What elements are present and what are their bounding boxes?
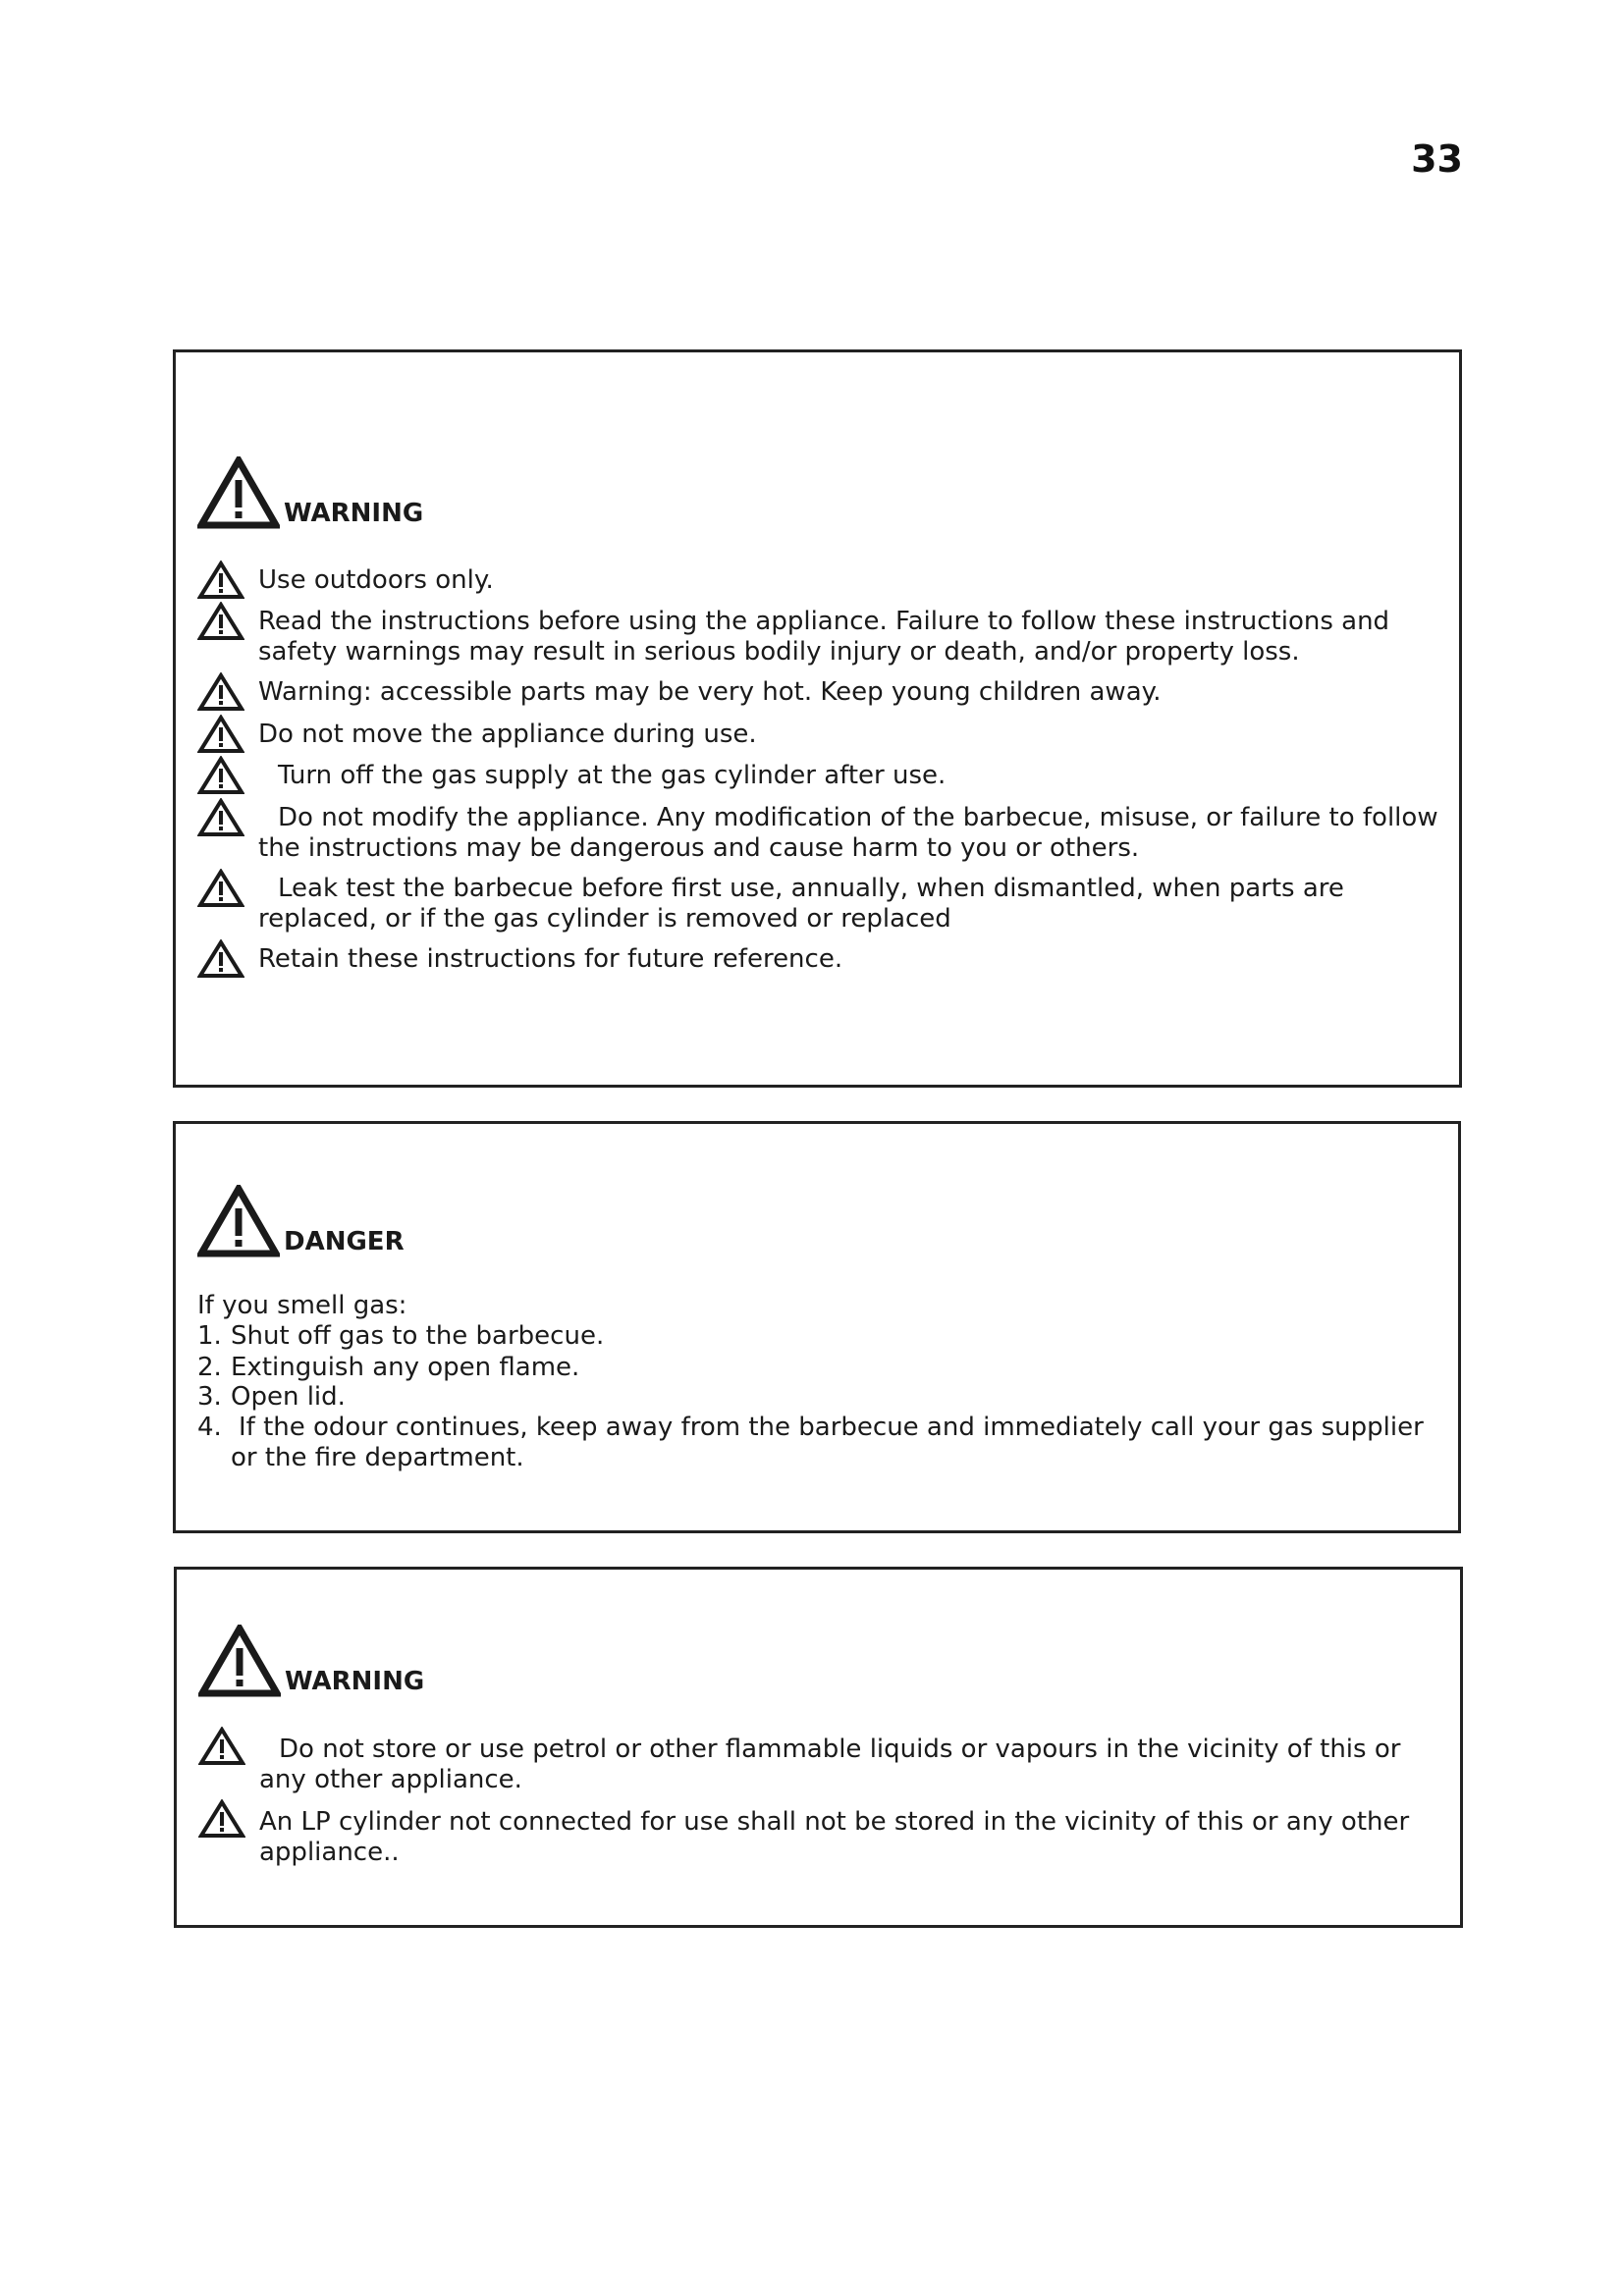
danger-step: [197, 1353, 1438, 1383]
warning-item: [197, 869, 1447, 934]
danger-heading-text: DANGER: [284, 1227, 405, 1256]
warning-item: [198, 1799, 1448, 1868]
warning-triangle-icon: [197, 1185, 280, 1257]
warning-item: [197, 602, 1447, 667]
warning-item-text: Do not store or use petrol or other flammable liquids or vapours in the vicinity of this or any other appliance.: [259, 1735, 1401, 1794]
warning-item: [197, 561, 1447, 596]
danger-step: [197, 1413, 1438, 1473]
step-text: Open lid.: [231, 1382, 346, 1412]
warning-heading: [198, 1625, 424, 1697]
warning-item-text: Retain these instructions for future reference.: [258, 944, 843, 974]
step-text: If the odour continues, keep away from the barbecue and immediately call your gas supplier or the fire department.: [231, 1413, 1424, 1472]
warning-item-text: Do not move the appliance during use.: [258, 720, 757, 749]
warning-triangle-icon: [198, 1799, 245, 1839]
warning-heading-text: WARNING: [284, 499, 424, 528]
step-text: Shut off gas to the barbecue.: [231, 1321, 605, 1351]
warning-triangle-icon: [198, 1625, 281, 1697]
page-number: 33: [1411, 137, 1463, 181]
step-number: 1.: [197, 1321, 222, 1351]
warning-triangle-icon: [197, 456, 280, 529]
warning-item-text: Read the instructions before using the appliance. Failure to follow these instructions and safety warnings may result in serious bodily injury or death, and/or property loss.: [258, 607, 1390, 667]
danger-step: [197, 1321, 1438, 1352]
warning-triangle-icon: [197, 672, 244, 712]
danger-heading: [197, 1185, 405, 1257]
warning-heading-text: WARNING: [285, 1667, 425, 1696]
warning-item-text: Warning: accessible parts may be very hot. Keep young children away.: [258, 677, 1162, 707]
warning-triangle-icon: [197, 939, 244, 979]
warning-triangle-icon: [197, 561, 244, 600]
warning-triangle-icon: [197, 715, 244, 754]
warning-item: [197, 715, 1447, 750]
step-number: 2.: [197, 1353, 222, 1382]
warning-item-text: An LP cylinder not connected for use shall not be stored in the vicinity of this or any other appliance..: [259, 1807, 1410, 1867]
warning-box: [174, 1567, 1463, 1928]
danger-box: [173, 1121, 1461, 1533]
warning-triangle-icon: [197, 756, 244, 795]
warning-item-text: Do not modify the appliance. Any modification of the barbecue, misuse, or failure to follow the instructions may be dangerous and cause harm to you or others.: [258, 803, 1438, 863]
warning-item: [197, 756, 1447, 791]
step-number: 3.: [197, 1382, 222, 1412]
warning-triangle-icon: [197, 602, 244, 641]
warning-triangle-icon: [198, 1727, 245, 1766]
warning-item: [197, 939, 1447, 975]
warning-item: [197, 798, 1447, 864]
danger-step: [197, 1382, 1438, 1413]
step-text: Extinguish any open flame.: [231, 1353, 580, 1382]
warning-item: [198, 1727, 1448, 1795]
warning-item-text: Use outdoors only.: [258, 565, 494, 595]
warning-item: [197, 672, 1447, 708]
warning-item-text: Leak test the barbecue before first use, annually, when dismantled, when parts are replaced, or if the gas cylinder is removed or replaced: [258, 874, 1344, 934]
warning-box: [173, 349, 1462, 1088]
warning-item-text: Turn off the gas supply at the gas cylinder after use.: [278, 761, 947, 790]
danger-intro: If you smell gas:: [197, 1291, 407, 1320]
warning-triangle-icon: [197, 869, 244, 908]
warning-heading: [197, 456, 423, 529]
step-number: 4.: [197, 1413, 222, 1442]
warning-triangle-icon: [197, 798, 244, 837]
